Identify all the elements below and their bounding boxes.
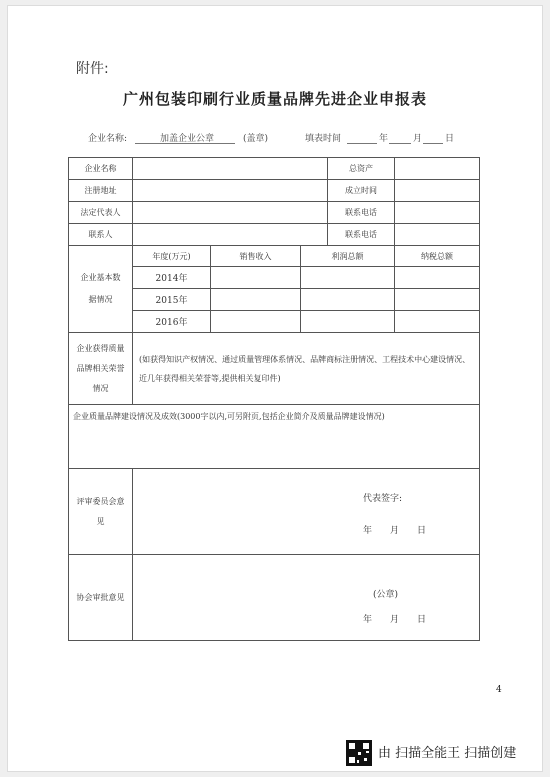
scanner-watermark: 由 扫描全能王 扫描创建 — [378, 746, 517, 761]
tax-2016-field[interactable] — [395, 311, 480, 333]
profit-2016-field[interactable] — [301, 311, 395, 333]
review-committee-label: 评审委员会意见 — [69, 469, 133, 555]
total-assets-label: 总资产 — [328, 158, 395, 180]
month-underline — [389, 143, 411, 144]
year-text: 年 — [379, 134, 389, 144]
registered-address-field[interactable] — [133, 180, 328, 202]
legal-rep-label: 法定代表人 — [69, 202, 133, 224]
year-2016: 2016年 — [133, 311, 211, 333]
profit-2015-field[interactable] — [301, 289, 395, 311]
registered-address-label: 注册地址 — [69, 180, 133, 202]
page-number: 4 — [496, 685, 502, 695]
col-tax-header: 纳税总额 — [395, 246, 480, 267]
col-sales-header: 销售收入 — [211, 246, 301, 267]
honors-note[interactable]: (如获得知识产权情况、通过质量管理体系情况、品牌商标注册情况、工程技术中心建设情况、近几年获得相关荣誉等,提供相关复印件) — [133, 333, 480, 405]
sales-2015-field[interactable] — [211, 289, 301, 311]
seal-label: (公章) — [373, 590, 399, 600]
page-title: 广州包装印刷行业质量品牌先进企业申报表 — [122, 90, 427, 108]
year-underline — [347, 143, 377, 144]
qr-code-icon — [346, 740, 372, 766]
col-profit-header: 利润总额 — [301, 246, 395, 267]
tax-2015-field[interactable] — [395, 289, 480, 311]
month-text: 月 — [413, 134, 423, 144]
company-name-label: 企业名称: — [88, 134, 128, 144]
date-label: 填表时间 — [305, 134, 342, 144]
day-underline — [423, 143, 443, 144]
day-text: 日 — [445, 134, 455, 144]
contact-person-label: 联系人 — [69, 224, 133, 246]
sales-2014-field[interactable] — [211, 267, 301, 289]
phone-label-1: 联系电话 — [328, 202, 395, 224]
company-name-underline — [135, 143, 235, 144]
phone-label-2: 联系电话 — [328, 224, 395, 246]
phone-field-2[interactable] — [395, 224, 480, 246]
rep-sign-label: 代表签字: — [363, 494, 403, 504]
year-2015: 2015年 — [133, 289, 211, 311]
tax-2014-field[interactable] — [395, 267, 480, 289]
honors-label: 企业获得质量品牌相关荣誉情况 — [69, 333, 133, 405]
company-name-field[interactable] — [133, 158, 328, 180]
company-name-value: 加盖企业公章 — [160, 134, 215, 144]
assoc-date-label: 年 月 日 — [363, 615, 427, 625]
seal-note: (盖章) — [243, 134, 269, 144]
established-date-field[interactable] — [395, 180, 480, 202]
profit-2014-field[interactable] — [301, 267, 395, 289]
association-approval-field[interactable] — [133, 555, 480, 641]
total-assets-field[interactable] — [395, 158, 480, 180]
col-year-header: 年度(万元) — [133, 246, 211, 267]
association-approval-label: 协会审批意见 — [69, 555, 133, 641]
year-2014: 2014年 — [133, 267, 211, 289]
established-date-label: 成立时间 — [328, 180, 395, 202]
phone-field-1[interactable] — [395, 202, 480, 224]
application-form-table — [68, 157, 480, 641]
sales-2016-field[interactable] — [211, 311, 301, 333]
review-committee-opinion-field[interactable] — [133, 469, 480, 555]
review-date-label: 年 月 日 — [363, 526, 427, 536]
brand-building-section[interactable]: 企业质量品牌建设情况及成效(3000字以内,可另附页,包括企业简介及质量品牌建设情况) — [69, 405, 480, 469]
company-name-cell-label: 企业名称 — [69, 158, 133, 180]
legal-rep-field[interactable] — [133, 202, 328, 224]
attachment-label: 附件: — [76, 61, 109, 77]
basic-data-label: 企业基本数据情况 — [69, 246, 133, 333]
contact-person-field[interactable] — [133, 224, 328, 246]
